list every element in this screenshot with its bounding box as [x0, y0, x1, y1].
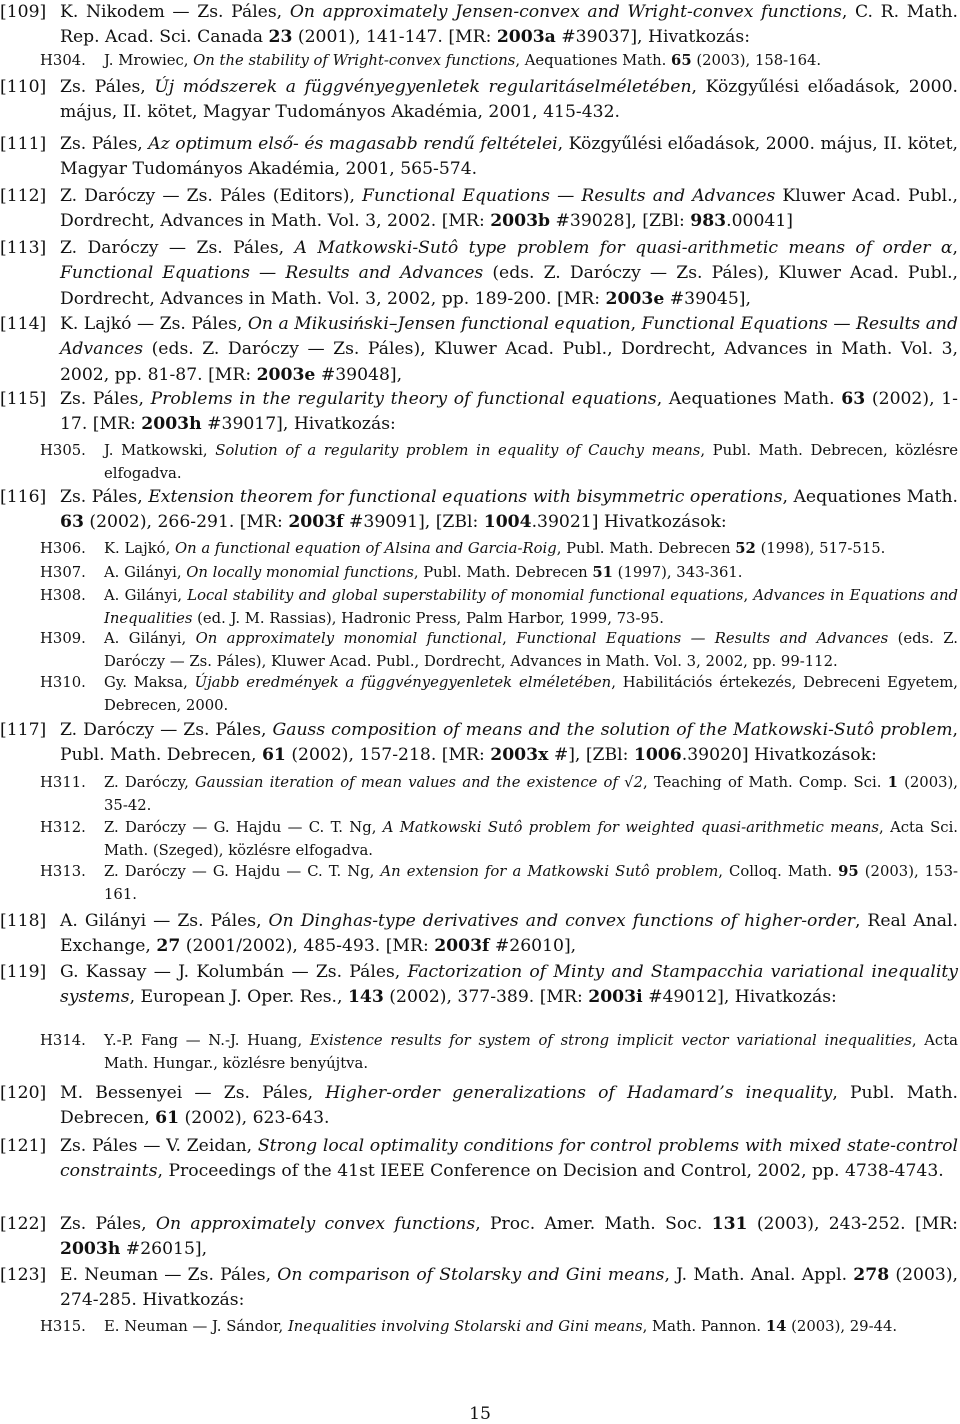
text-run: #49012], Hivatkozás: [642, 987, 837, 1008]
text-run: .00041] [726, 211, 794, 232]
text-run: (2003), 153-161. [104, 863, 959, 903]
citation-item [0, 440, 960, 485]
text-run: G. Kassay — J. Kolumbán — Zs. Páles, [60, 962, 408, 982]
text-run: J. Mrowiec, [104, 52, 194, 69]
text-run: Advances in Equations and Inequalities [104, 587, 958, 627]
text-run: A. Gilányi, [104, 587, 188, 604]
text-run: Functional Equations — Results and Advances [60, 263, 484, 284]
text-run: 23 [268, 27, 293, 48]
text-run: (2001), 141-147. [MR: [292, 27, 497, 48]
reference-item [0, 718, 960, 769]
text-run: 983 [690, 211, 727, 232]
text-run: , Aequationes Math. [782, 487, 958, 507]
text-run: Functional Equations — Results and Advances [516, 630, 889, 647]
text-run: (2002), 157-218. [MR: [285, 745, 491, 766]
text-run: , Publ. Math. Debrecen, közlésre elfogadva. [104, 442, 958, 482]
text-run: , Acta Math. Hungar., közlésre benyújtva. [104, 1032, 958, 1072]
text-run: An extension for a Matkowski Sutô problem [380, 863, 719, 880]
citation-text [104, 1316, 958, 1339]
text-run: .39021] Hivatkozások: [531, 512, 727, 533]
citation-number: H311. [40, 774, 86, 791]
text-run: (2003), 274-285. Hivatkozás: [60, 1265, 958, 1311]
text-run: (2002), 1-17. [MR: [60, 389, 958, 435]
reference-number: [116] [0, 487, 47, 507]
text-run: 143 [347, 987, 384, 1008]
text-run: #39045], [664, 288, 751, 309]
reference-item [0, 485, 960, 536]
citation-item [0, 628, 960, 673]
text-run: 2003x [490, 745, 549, 766]
text-run: 63 [60, 512, 84, 533]
text-run: (2003), 29-44. [786, 1318, 898, 1335]
text-run: 65 [671, 52, 692, 69]
text-run: M. Bessenyei — Zs. Páles, [60, 1083, 326, 1103]
text-run: , Publ. Math. Debrecen, [60, 1083, 958, 1129]
text-run: Z. Daróczy — Zs. Páles, [60, 238, 295, 258]
text-run: (eds. Z. Daróczy — Zs. Páles), Kluwer Acad. Publ., Dordrecht, Advances in Math. Vol. 3, 2002, pp. 189-200. [MR: [60, 263, 958, 309]
text-run: Kluwer Acad. Publ., Dordrecht, Advances in Math. Vol. 3, 2002. [MR: [60, 186, 958, 232]
text-run: K. Lajkó, [104, 540, 175, 557]
reference-item [0, 1081, 960, 1132]
text-run: #26015], [120, 1239, 208, 1260]
reference-text [60, 1263, 958, 1314]
text-run: 2003f [288, 512, 344, 533]
text-run: (1997), 343-361. [612, 564, 743, 581]
citation-text [104, 672, 958, 717]
citation-number: H305. [40, 442, 86, 459]
citation-text [104, 817, 958, 862]
text-run: On locally monomial functions [186, 564, 414, 581]
text-run: (2003), 243-252. [MR: [747, 1214, 958, 1234]
text-run: 1006 [633, 745, 682, 766]
reference-number: [122] [0, 1214, 47, 1234]
citation-item [0, 1030, 960, 1075]
text-run: 2003a [496, 27, 556, 48]
text-run: , Közgyűlési előadások, 2000. május, II. kötet, Magyar Tudományos Akadémia, 2001, 565-574. [60, 134, 958, 180]
text-run: , Publ. Math. Debrecen [556, 540, 736, 557]
text-run: Az optimum első- és magasabb rendű feltételei [148, 134, 558, 154]
text-run: On Dinghas-type derivatives and convex functions of higher-order [268, 911, 855, 931]
text-run: Gauss composition of means and the solution of the Matkowski-Sutô problem [272, 720, 953, 740]
text-run: Extension theorem for functional equations with bisymmetric operations [148, 487, 783, 507]
reference-number: [110] [0, 77, 47, 97]
citation-text [104, 861, 958, 906]
text-run: Zs. Páles, [60, 487, 149, 507]
citation-item [0, 772, 960, 817]
text-run: , Proceedings of the 41st IEEE Conference on Decision and Control, 2002, pp. 4738-4743. [157, 1161, 944, 1182]
reference-item [0, 0, 960, 51]
text-run: On the stability of Wright-convex functions [193, 52, 516, 69]
text-run: Zs. Páles — V. Zeidan, [60, 1136, 258, 1156]
text-run: 131 [711, 1214, 748, 1234]
text-run: K. Nikodem — Zs. Páles, [60, 2, 290, 22]
text-run: A. Gilányi, [104, 630, 196, 647]
citation-item [0, 1316, 960, 1339]
text-run: A. Gilányi — Zs. Páles, [60, 911, 269, 931]
reference-number: [113] [0, 238, 47, 258]
text-run: E. Neuman — J. Sándor, [104, 1318, 288, 1335]
text-run: Z. Daróczy — G. Hajdu — C. T. Ng, [104, 819, 383, 836]
text-run: (ed. J. M. Rassias), Hadronic Press, Palm Harbor, 1999, 73-95. [192, 609, 664, 627]
text-run: #39091], [ZBl: [343, 512, 484, 533]
reference-item [0, 132, 960, 183]
text-run: J. Matkowski, [104, 442, 216, 459]
citation-number: H315. [40, 1318, 86, 1335]
reference-number: [117] [0, 720, 47, 740]
reference-number: [120] [0, 1083, 47, 1103]
reference-number: [121] [0, 1136, 47, 1156]
citation-number: H309. [40, 630, 86, 647]
text-run: Factorization of Minty and Stampacchia variational inequality systems [60, 962, 958, 1008]
text-run: A Matkowski-Sutô type problem for quasi-arithmetic means of order α [294, 238, 953, 258]
text-run: Solution of a regularity problem in equality of Cauchy means [215, 442, 701, 459]
text-run: 14 [765, 1318, 787, 1335]
reference-item [0, 960, 960, 1011]
reference-number: [118] [0, 911, 47, 931]
citation-number: H312. [40, 819, 86, 836]
citation-text [104, 562, 958, 585]
reference-number: [109] [0, 2, 47, 22]
text-run: #26010], [489, 936, 577, 957]
text-run: , Real Anal. Exchange, [60, 911, 958, 957]
reference-item [0, 312, 960, 388]
text-run: Gaussian iteration of mean values and the existence of √2 [194, 774, 643, 791]
text-run: 2003e [256, 364, 316, 385]
text-run: 61 [155, 1108, 180, 1129]
text-run: , [630, 314, 642, 334]
text-run: #39037], Hivatkozás: [555, 27, 751, 48]
text-run: #39017], Hivatkozás: [201, 414, 396, 435]
text-run: Zs. Páles, [60, 389, 151, 409]
text-run: , Publ. Math. Debrecen, [60, 720, 958, 766]
text-run: Problems in the regularity theory of functional equations [150, 389, 657, 409]
text-run: Új módszerek a függvényegyenletek regularitáselméletében [154, 77, 692, 97]
text-run: , Teaching of Math. Comp. Sci. [643, 774, 888, 791]
text-run: 1004 [483, 512, 532, 533]
reference-number: [115] [0, 389, 47, 409]
page-number: 15 [469, 1404, 491, 1424]
text-run: Higher-order generalizations of Hadamard’s inequality [325, 1083, 833, 1103]
text-run: , Proc. Amer. Math. Soc. [475, 1214, 712, 1234]
text-run: Existence results for system of strong implicit vector variational inequalities [309, 1032, 912, 1049]
text-run: (2003), 35-42. [104, 774, 958, 814]
reference-item [0, 1134, 960, 1185]
text-run: Z. Daróczy — G. Hajdu — C. T. Ng, [104, 863, 381, 880]
reference-text [60, 1081, 958, 1132]
reference-number: [123] [0, 1265, 47, 1285]
citation-item [0, 672, 960, 717]
text-run: A Matkowski Sutô problem for weighted quasi-arithmetic means [382, 819, 880, 836]
text-run: , Aequationes Math. [656, 389, 842, 409]
text-run: 61 [261, 745, 286, 766]
text-run: Újabb eredmények a függvényegyenletek elméletében [194, 674, 612, 691]
text-run: (2001/2002), 485-493. [MR: [180, 936, 435, 957]
reference-text [60, 485, 958, 536]
text-run: (1998), 517-515. [755, 540, 886, 557]
text-run: A. Gilányi, [104, 564, 187, 581]
text-run: 2003h [141, 414, 202, 435]
citation-item [0, 538, 960, 561]
text-run: , J. Math. Anal. Appl. [664, 1265, 854, 1285]
text-run: , [952, 238, 958, 258]
reference-item [0, 1212, 960, 1263]
reference-text [60, 75, 958, 126]
citation-number: H306. [40, 540, 86, 557]
text-run: , Publ. Math. Debrecen [413, 564, 593, 581]
reference-number: [114] [0, 314, 47, 334]
text-run: 63 [841, 389, 866, 409]
text-run: On approximately Jensen-convex and Wright-convex functions [289, 2, 842, 22]
citation-text [104, 538, 958, 561]
text-run: Functional Equations — Results and Advances [362, 186, 776, 206]
citation-number: H304. [40, 52, 86, 69]
citation-text [104, 772, 958, 817]
citation-number: H314. [40, 1032, 86, 1049]
reference-number: [119] [0, 962, 47, 982]
reference-item [0, 909, 960, 960]
text-run: 2003h [60, 1239, 121, 1260]
text-run: , Közgyűlési előadások, 2000. május, II. kötet, Magyar Tudományos Akadémia, 2001, 415-432. [60, 77, 958, 123]
text-run: (2002), 623-643. [179, 1108, 330, 1129]
text-run: (2002), 377-389. [MR: [383, 987, 589, 1008]
text-run: 2003f [434, 936, 490, 957]
reference-number: [112] [0, 186, 47, 206]
text-run: , [743, 587, 754, 604]
reference-text [60, 0, 958, 51]
text-run: Y.-P. Fang — N.-J. Huang, [104, 1032, 310, 1049]
text-run: , Math. Pannon. [642, 1318, 766, 1335]
text-run: Z. Daróczy — Zs. Páles (Editors), [60, 186, 363, 206]
text-run: .39020] Hivatkozások: [681, 745, 877, 766]
text-run: E. Neuman — Zs. Páles, [60, 1265, 278, 1285]
text-run: #39028], [ZBl: [550, 211, 691, 232]
reference-item [0, 75, 960, 126]
text-run: Zs. Páles, [60, 1214, 156, 1234]
reference-text [60, 909, 958, 960]
text-run: #], [ZBl: [548, 745, 634, 766]
text-run: 2003b [490, 211, 551, 232]
text-run: , Habilitációs értekezés, Debreceni Egyetem, Debrecen, 2000. [104, 674, 958, 714]
citation-item [0, 50, 960, 73]
reference-item [0, 1263, 960, 1314]
citation-item [0, 817, 960, 862]
reference-text [60, 1134, 958, 1185]
text-run: (2003), 158-164. [691, 52, 822, 69]
citation-text [104, 628, 958, 673]
text-run: Zs. Páles, [60, 77, 155, 97]
reference-number: [111] [0, 134, 47, 154]
reference-text [60, 718, 958, 769]
citation-number: H307. [40, 564, 86, 581]
text-run: , Aequationes Math. [515, 52, 672, 69]
text-run: Local stability and global superstability of monomial functional equations [187, 587, 744, 604]
citation-item [0, 585, 960, 630]
citation-text [104, 1030, 958, 1075]
reference-item [0, 184, 960, 235]
text-run: On a functional equation of Alsina and Garcia-Roig [174, 540, 557, 557]
text-run: 2003e [605, 288, 665, 309]
text-run: 52 [735, 540, 756, 557]
text-run: Z. Daróczy, [104, 774, 195, 791]
reference-text [60, 387, 958, 438]
text-run: Zs. Páles, [60, 134, 149, 154]
citation-text [104, 585, 958, 630]
text-run: 95 [838, 863, 859, 880]
citation-number: H313. [40, 863, 86, 880]
reference-text [60, 184, 958, 235]
text-run: #39048], [315, 364, 403, 385]
text-run: On comparison of Stolarsky and Gini means [277, 1265, 665, 1285]
text-run: 27 [156, 936, 181, 957]
text-run: , [502, 630, 517, 647]
text-run: Gy. Maksa, [104, 674, 195, 691]
text-run: 2003i [588, 987, 643, 1008]
reference-item [0, 387, 960, 438]
text-run: On a Mikusiński–Jensen functional equation [247, 314, 631, 334]
reference-text [60, 132, 958, 183]
text-run: , C. R. Math. Rep. Acad. Sci. Canada [60, 2, 959, 48]
reference-text [60, 236, 958, 312]
text-run: Strong local optimality conditions for control problems with mixed state-control constraints [60, 1136, 958, 1182]
citation-text [104, 50, 958, 73]
citation-item [0, 861, 960, 906]
text-run: On approximately monomial functional [195, 630, 503, 647]
text-run: (2002), 266-291. [MR: [83, 512, 289, 533]
text-run: 278 [853, 1265, 890, 1285]
text-run: , Colloq. Math. [718, 863, 839, 880]
citation-text [104, 440, 958, 485]
reference-text [60, 312, 958, 388]
text-run: K. Lajkó — Zs. Páles, [60, 314, 248, 334]
citation-number: H308. [40, 587, 86, 604]
reference-item [0, 236, 960, 312]
text-run: , European J. Oper. Res., [129, 987, 348, 1008]
text-run: (eds. Z. Daróczy — Zs. Páles), Kluwer Acad. Publ., Dordrecht, Advances in Math. Vol. 3, 2002, pp. 81-87. [MR: [60, 339, 958, 385]
text-run: 1 [887, 774, 898, 791]
citation-item [0, 562, 960, 585]
text-run: Z. Daróczy — Zs. Páles, [60, 720, 273, 740]
text-run: Inequalities involving Stolarski and Gini means [287, 1318, 643, 1335]
text-run: (eds. Z. Daróczy — Zs. Páles), Kluwer Acad. Publ., Dordrecht, Advances in Math. Vol. 3, 2002, pp. 99-112. [104, 630, 958, 670]
text-run: Functional Equations — Results and Advances [60, 314, 959, 360]
citation-number: H310. [40, 674, 86, 691]
text-run: On approximately convex functions [155, 1214, 476, 1234]
reference-text [60, 1212, 958, 1263]
reference-text [60, 960, 958, 1011]
text-run: 51 [592, 564, 613, 581]
text-run: , Acta Sci. Math. (Szeged), közlésre elfogadva. [104, 819, 959, 859]
